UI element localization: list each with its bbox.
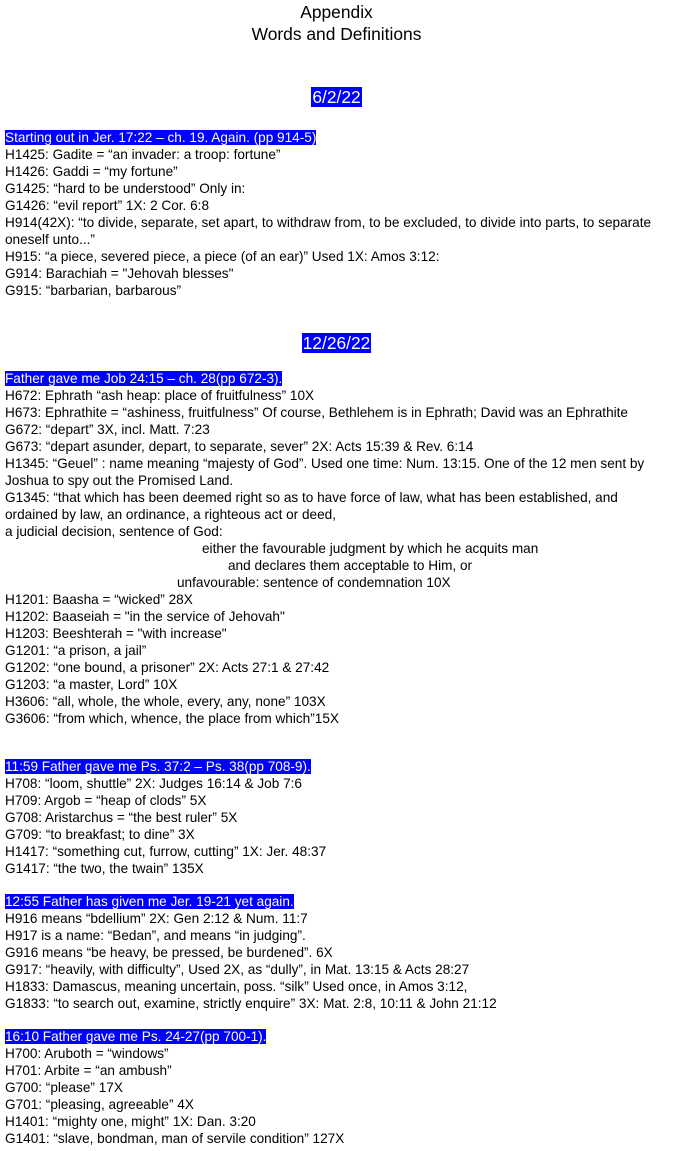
date-header-1 xyxy=(0,86,673,110)
definition-line: H915: “a piece, severed piece, a piece (of an ear)” Used 1X: Amos 3:12: xyxy=(5,249,440,264)
definition-subline: either the favourable judgment by which he acquits man xyxy=(202,541,539,556)
definition-line: H3606: “all, whole, the whole, every, any, none” 103X xyxy=(5,694,326,709)
definition-line: G916 means “be heavy, be pressed, be burdened”. 6X xyxy=(5,945,333,960)
section-heading: 12:55 Father has given me Jer. 19-21 yet again. xyxy=(5,894,294,909)
definition-line: H1401: “mighty one, might” 1X: Dan. 3:20 xyxy=(5,1114,256,1129)
section-heading: 11:59 Father gave me Ps. 37:2 – Ps. 38(pp 708-9). xyxy=(5,759,311,774)
definition-line: G672: “depart” 3X, incl. Matt. 7:23 xyxy=(5,422,210,437)
date-label: 6/2/22 xyxy=(312,87,361,107)
entry-section-4 xyxy=(5,893,669,1012)
definition-line: G3606: “from which, whence, the place from which”15X xyxy=(5,711,339,726)
definition-line: G1401: “slave, bondman, man of servile condition” 127X xyxy=(5,1131,345,1146)
definition-line: G708: Aristarchus = “the best ruler” 5X xyxy=(5,810,238,825)
entry-section-1 xyxy=(5,129,669,299)
definition-line: G915: “barbarian, barbarous” xyxy=(5,283,182,298)
definition-line: H1202: Baaseiah = "in the service of Jehovah" xyxy=(5,609,285,624)
definition-line: G1201: “a prison, a jail” xyxy=(5,643,147,658)
entry-section-2 xyxy=(5,370,669,727)
definition-line: H709: Argob = “heap of clods” 5X xyxy=(5,793,207,808)
definition-line: G1345: “that which has been deemed right so as to have force of law, what has been established, and ordained by law, an ordinance, a righteous act or deed, xyxy=(5,490,618,522)
definition-line: G1833: “to search out, examine, strictly enquire” 3X: Mat. 2:8, 10:11 & John 21:12 xyxy=(5,996,497,1011)
definition-line: H917 is a name: “Bedan”, and means “in judging”. xyxy=(5,928,306,943)
section-heading: Father gave me Job 24:15 – ch. 28(pp 672-3). xyxy=(5,371,283,386)
entry-section-3 xyxy=(5,758,669,877)
definition-line: H700: Aruboth = “windows” xyxy=(5,1046,169,1061)
definition-line: H701: Arbite = “an ambush” xyxy=(5,1063,172,1078)
definition-line: H672: Ephrath “ash heap: place of fruitfulness” 10X xyxy=(5,388,315,403)
definition-line: G701: “pleasing, agreeable” 4X xyxy=(5,1097,194,1112)
date-label: 12/26/22 xyxy=(302,333,371,353)
definition-line: H708: “loom, shuttle” 2X: Judges 16:14 & Job 7:6 xyxy=(5,776,302,791)
definition-line: G1202: “one bound, a prisoner” 2X: Acts 27:1 & 27:42 xyxy=(5,660,330,675)
definition-line: H1345: “Geuel” : name meaning “majesty of God”. Used one time: Num. 13:15. One of the 12 men sent by Joshua to spy out the Promised Land. xyxy=(5,456,645,488)
definition-line: G1203: “a master, Lord” 10X xyxy=(5,677,178,692)
definition-line: H1425: Gadite = “an invader: a troop: fortune” xyxy=(5,147,281,162)
definition-line: H914(42X): “to divide, separate, set apart, to withdraw from, to be excluded, to divide into parts, to separate oneself unto...” xyxy=(5,215,652,247)
definition-line: G1417: “the two, the twain” 135X xyxy=(5,861,204,876)
definition-subline: unfavourable: sentence of condemnation 10X xyxy=(177,575,451,590)
appendix-title: Appendix xyxy=(300,2,373,22)
definition-line: H1426: Gaddi = “my fortune” xyxy=(5,164,178,179)
definition-line: G914: Barachiah = "Jehovah blesses" xyxy=(5,266,234,281)
date-header-2 xyxy=(0,332,673,356)
entry-section-5 xyxy=(5,1028,669,1147)
definition-line: G700: “please” 17X xyxy=(5,1080,123,1095)
definition-line: G917: “heavily, with difficulty”, Used 2X, as “dully”, in Mat. 13:15 & Acts 28:27 xyxy=(5,962,470,977)
definition-subline: and declares them acceptable to Him, or xyxy=(228,558,473,573)
definition-line: a judicial decision, sentence of God: xyxy=(5,524,223,539)
definition-line: H1417: “something cut, furrow, cutting” 1X: Jer. 48:37 xyxy=(5,844,327,859)
definition-line: H916 means “bdellium” 2X: Gen 2:12 & Num. 11:7 xyxy=(5,911,308,926)
definition-line: H673: Ephrathite = “ashiness, fruitfulness” Of course, Bethlehem is in Ephrath; David was an Ephrathite xyxy=(5,405,628,420)
definition-line: H1833: Damascus, meaning uncertain, poss. “silk” Used once, in Amos 3:12, xyxy=(5,979,468,994)
appendix-subtitle: Words and Definitions xyxy=(251,24,422,44)
definition-line: G1426: “evil report” 1X: 2 Cor. 6:8 xyxy=(5,198,210,213)
definition-line: H1203: Beeshterah = "with increase" xyxy=(5,626,227,641)
definition-line: G709: “to breakfast; to dine” 3X xyxy=(5,827,195,842)
section-heading: 16:10 Father gave me Ps. 24-27(pp 700-1). xyxy=(5,1029,267,1044)
section-heading: Starting out in Jer. 17:22 – ch. 19. Again. (pp 914-5) xyxy=(5,130,317,145)
definition-line: H1201: Baasha = “wicked” 28X xyxy=(5,592,193,607)
definition-line: G673: “depart asunder, depart, to separate, sever” 2X: Acts 15:39 & Rev. 6:14 xyxy=(5,439,474,454)
definition-line: G1425: “hard to be understood” Only in: xyxy=(5,181,246,196)
